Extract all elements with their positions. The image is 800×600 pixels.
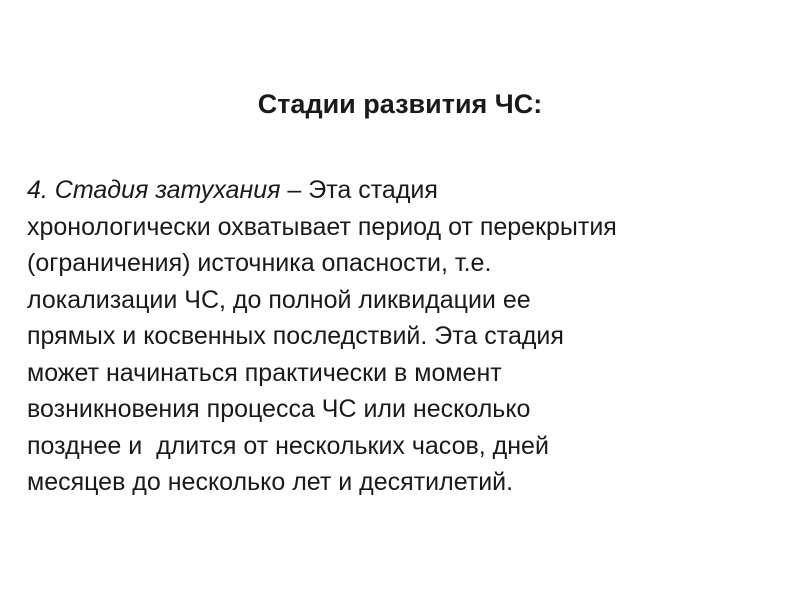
slide-body bbox=[27, 172, 777, 501]
body-line-4: локализации ЧС, до полной ликвидации ее bbox=[27, 285, 531, 314]
body-line-6: может начинаться практически в момент bbox=[27, 358, 502, 387]
body-line-8: позднее и длится от нескольких часов, дней bbox=[27, 431, 549, 460]
body-line-2: хронологически охватывает период от перекрытия bbox=[27, 212, 617, 241]
body-line-5: прямых и косвенных последствий. Эта стадия bbox=[27, 322, 564, 350]
stage-term: 4. Стадия затухания bbox=[27, 176, 281, 204]
body-line-1-rest: – Эта стадия bbox=[280, 176, 438, 204]
body-line-1 bbox=[27, 172, 777, 209]
body-line-3: (ограничения) источника опасности, т.е. bbox=[27, 249, 492, 277]
body-line-9: месяцев до несколько лет и десятилетий. bbox=[27, 468, 514, 496]
slide-title: Стадии развития ЧС: bbox=[257, 89, 543, 119]
body-line-7: возникновения процесса ЧС или несколько bbox=[27, 395, 531, 423]
